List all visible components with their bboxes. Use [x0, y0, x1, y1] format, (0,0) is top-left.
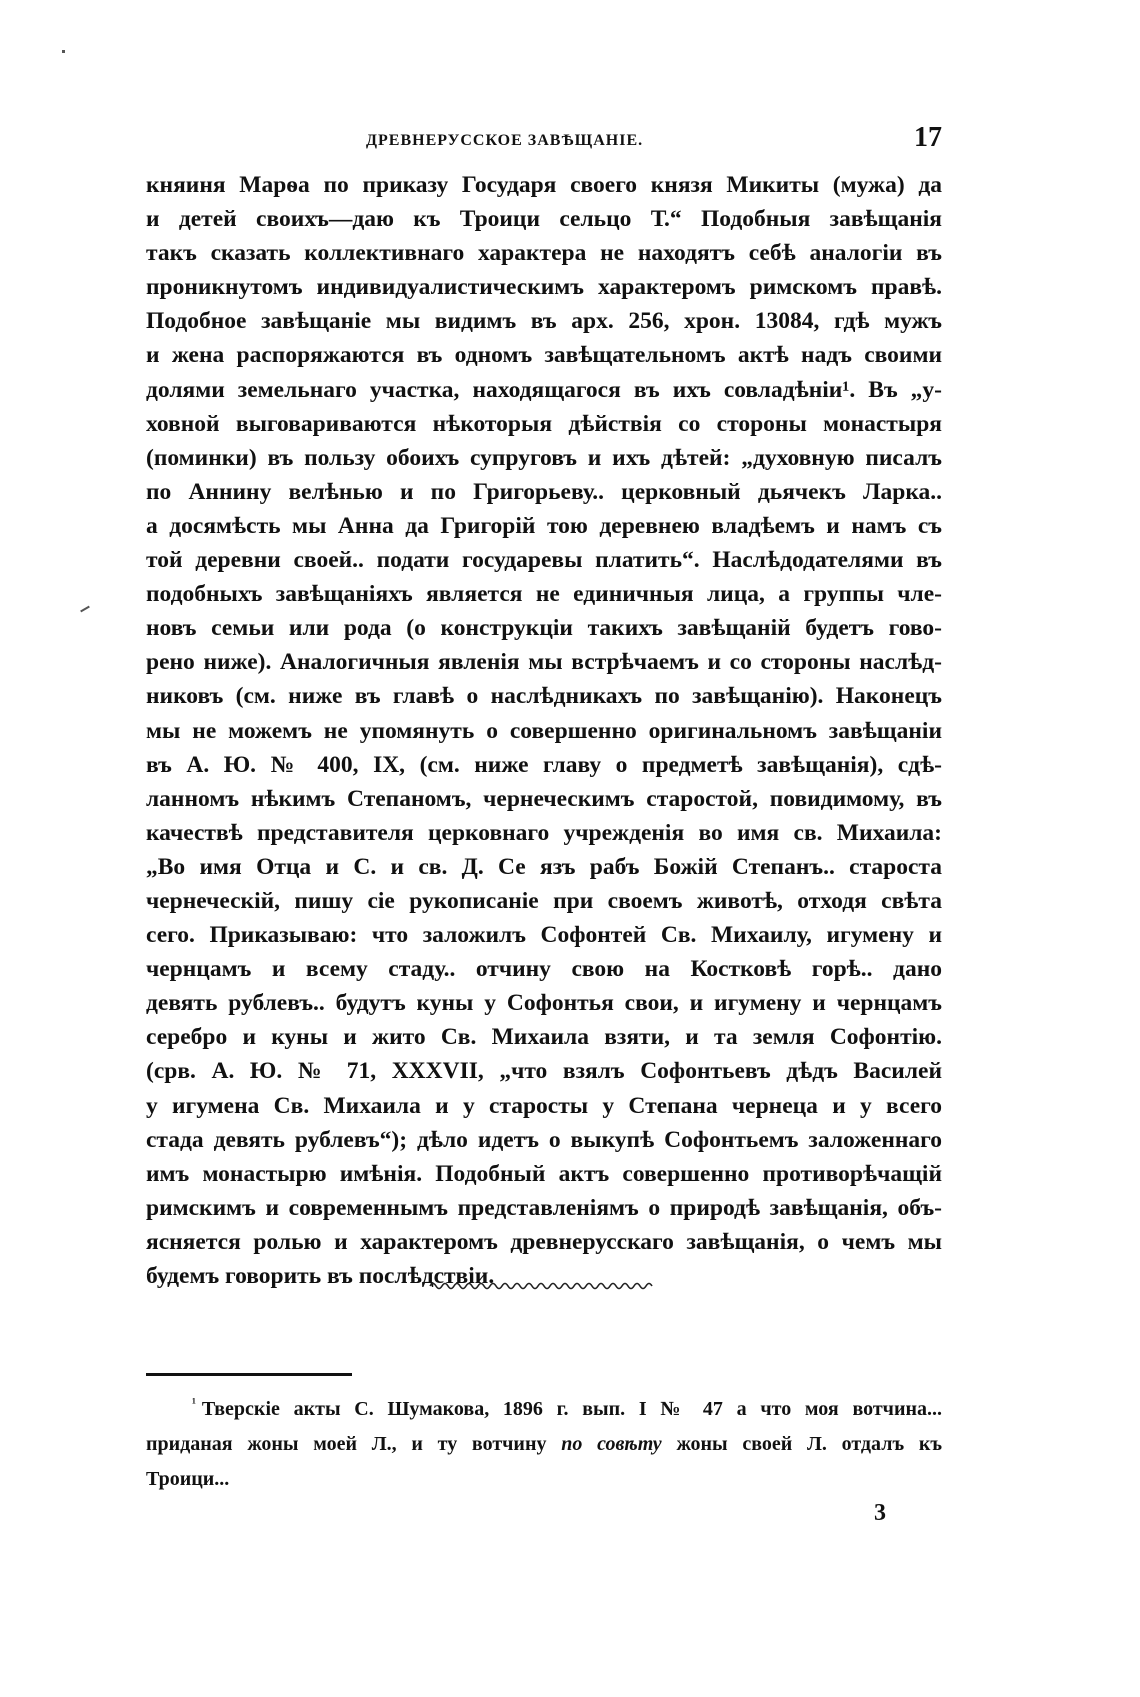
body-line: качествѣ представителя церковнаго учрежденія во имя св. Михаила: — [146, 819, 942, 846]
footnote — [146, 1392, 942, 1497]
body-line: по Аннину велѣнью и по Григорьеву.. церковный дьячекъ Ларка.. — [146, 478, 942, 505]
body-line: будемъ говорить въ послѣдствіи. — [146, 1263, 495, 1289]
scan-speck — [62, 50, 65, 53]
body-line: мы не можемъ не упомянуть о совершенно оригинальномъ завѣщаніи — [146, 717, 942, 744]
body-line: и детей своихъ—даю къ Троици сельцо Т.“ Подобныя завѣщанія — [146, 206, 942, 233]
page-number: 17 — [914, 122, 942, 153]
body-line: новъ семьи или рода (о конструкціи такихъ завѣщаній будетъ гово- — [146, 615, 942, 642]
footnote-line: Троици... — [146, 1468, 230, 1490]
body-line: ясняется ролью и характеромъ древнерусскаго завѣщанія, о чемъ мы — [146, 1228, 942, 1255]
running-title: ДРЕВНЕРУССКОЕ ЗАВѢЩАНІЕ. — [366, 132, 644, 149]
body-line: той деревни своей.. подати государевы платить“. Наслѣдодателями въ — [146, 547, 942, 574]
body-line: сего. Приказываю: что заложилъ Софонтей Св. Михаилу, игумену и — [146, 922, 942, 949]
footnote-text: жоны своей Л. отдалъ къ — [676, 1433, 943, 1455]
body-line: подобныхъ завѣщаніяхъ является не единичныя лица, а группы чле- — [146, 581, 942, 608]
body-line: долями земельнаго участка, находящагося въ ихъ совладѣніи¹. Въ „у- — [146, 376, 942, 403]
body-line: „Во имя Отца и С. и св. Д. Се язъ рабъ Божій Степанъ.. староста — [146, 853, 942, 880]
body-line: чернцамъ и всему стаду.. отчину свою на Костковѣ горѣ.. дано — [146, 956, 942, 983]
body-line: Подобное завѣщаніе мы видимъ въ арх. 256, хрон. 13084, гдѣ мужъ — [146, 308, 942, 335]
body-line: (поминки) въ пользу обоихъ супруговъ и ихъ дѣтей: „духовную писалъ — [146, 444, 942, 471]
scan-speck — [80, 606, 90, 613]
body-line: и жена распоряжаются въ одномъ завѣщательномъ актѣ надъ своими — [146, 342, 942, 369]
footnote-emphasis: по совѣту — [561, 1433, 662, 1455]
body-line: девять рублевъ.. будутъ куны у Софонтья свои, и игумену и чернцамъ — [146, 990, 942, 1017]
running-header — [146, 122, 942, 162]
body-line: рено ниже). Аналогичныя явленія мы встрѣчаемъ и со стороны наслѣд- — [146, 649, 942, 676]
body-line: серебро и куны и жито Св. Михаила взяти, и та земля Софонтію. — [146, 1024, 942, 1051]
body-line: а досямѣсть мы Анна да Григорій тою деревнею владѣемъ и намъ съ — [146, 512, 942, 539]
body-line: чернеческій, пишу сіе рукописаніе при своемъ животѣ, отходя свѣта — [146, 887, 942, 914]
body-line: ховной выговариваются нѣкоторыя дѣйствія со стороны монастыря — [146, 410, 942, 437]
footnote-line — [146, 1392, 942, 1427]
body-line: ланномъ нѣкимъ Степаномъ, чернеческимъ старостой, повидимому, въ — [146, 785, 942, 812]
body-line: въ А. Ю. № 400, IX, (см. ниже главу о предметѣ завѣщанія), сдѣ- — [146, 751, 942, 778]
body-line: никовъ (см. ниже въ главѣ о наслѣдникахъ по завѣщанію). Наконецъ — [146, 683, 942, 710]
footnote-marker: ¹ — [192, 1395, 196, 1411]
body-text — [146, 168, 942, 1293]
body-line: проникнутомъ индивидуалистическимъ характеромъ римскомъ правѣ. — [146, 274, 942, 301]
signature-mark: 3 — [874, 1500, 886, 1526]
body-line: стада девять рублевъ“); дѣло идетъ о выкупѣ Софонтьемъ заложеннаго — [146, 1126, 942, 1153]
footnote-text: приданая жоны моей Л., и ту вотчину — [146, 1433, 547, 1455]
body-line: княиня Марѳа по приказу Государя своего князя Микиты (мужа) да — [146, 172, 942, 198]
footnote-rule — [146, 1373, 352, 1376]
body-line: такъ сказать коллективнаго характера не находятъ себѣ аналогіи въ — [146, 240, 942, 267]
footnote-line — [146, 1427, 942, 1462]
wavy-ornament — [428, 1280, 658, 1292]
body-line: у игумена Св. Михаила и у старосты у Степана чернеца и у всего — [146, 1092, 942, 1119]
footnote-text: Тверскіе акты С. Шумакова, 1896 г. вып. I № 47 а что моя вотчина... — [201, 1398, 942, 1420]
body-line: (срв. А. Ю. № 71, XXXVII, „что взялъ Софонтьевъ дѣдъ Василей — [146, 1058, 942, 1085]
body-line: имъ монастырю имѣнія. Подобный актъ совершенно противорѣчащій — [146, 1160, 942, 1187]
body-line: римскимъ и современнымъ представленіямъ о природѣ завѣщанія, объ- — [146, 1194, 942, 1221]
